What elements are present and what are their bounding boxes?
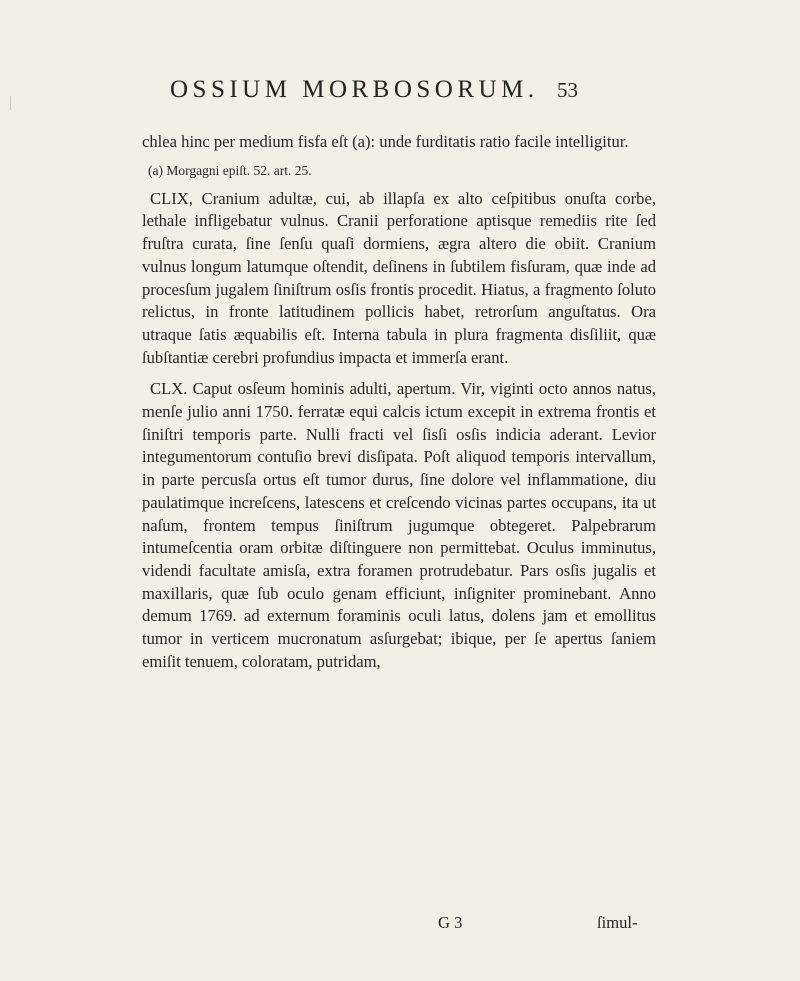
page-footer [142,913,656,937]
footnote: (a) Morgagni epiſt. 52. art. 25. [148,162,312,178]
section-clx: CLX. Caput osſeum hominis adulti, apertum. Vir, viginti octo annos natus, menſe julio anni 1750. ferratæ equi calcis ictum excepit in extrema frontis et ſiniſtri temporis parte. Nulli fracti vel ſisſi osſis indicia aderant. Levior integumentorum contuſio brevi disſipata. Poſt aliquod temporis intervallum, in parte percusſa ortus eſt tumor durus, ſine dolore vel inflammatione, diu paulatimque increſcens, latescens et creſcendo vicinas partes occupans, ita ut naſum, frontem tempus ſiniſtrum jugumque obtegeret. Palpebrarum intumeſcentia oram orbitæ diſtinguere non permittebat. Oculus imminutus, videndi facultate amisſa, extra foramen protrudebatur. Pars osſis jugalis et maxillaris, quæ ſub oculo genam efficiunt, inſigniter prominebant. Anno demum 1769. ad externum foraminis oculi latus, dolens jam et emollitus tumor in verticem mucronatum asſurgebat; ibique, per ſe apertus ſaniem emiſit tenuem, coloratam, putridam, [142,379,656,671]
section-clix: CLIX, Cranium adultæ, cui, ab illapſa ex alto ceſpitibus onuſta corbe, lethale infligebatur vulnus. Cranii perforatione aptisque remediis rite ſed fruſtra curata, ſine ſenſu quaſi dormiens, ægra altero die obiit. Cranium vulnus longum latumque oſtendit, deſinens in ſubtilem fisſuram, quæ inde ad procesſum jugalem ſiniſtrum osſis frontis procedit. Hiatus, a fragmento ſoluto relictus, in fronte latitudinem pollicis habet, retrorſum anguſtatus. Ora utraque ſatis æquabilis eſt. Interna tabula in plura fragmenta disſiliit, quæ ſubſtantiæ cerebri profundius impacta et immerſa erant. [142,188,656,367]
running-title: OSSIUM MORBOSORUM. [170,76,539,103]
margin-mark [10,96,17,110]
signature-mark: G 3 [438,913,463,932]
body-text [142,131,656,682]
catchword: ſimul- [597,913,638,932]
page-header [150,76,790,116]
page-number: 53 [557,78,578,102]
continuation-paragraph: chlea hinc per medium fisfa eſt (a): unde furditatis ratio facile intelligitur. [142,132,629,151]
